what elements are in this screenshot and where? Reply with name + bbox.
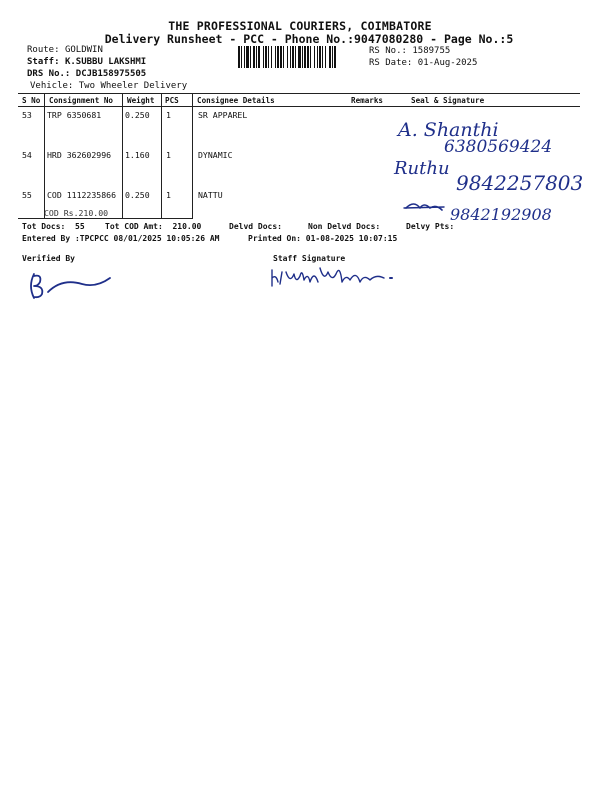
staff-signature (266, 260, 412, 292)
barcode-bar (268, 46, 269, 68)
row-consignment: COD 1112235866 (47, 190, 117, 200)
row-sno: 53 (22, 110, 32, 120)
table-top-border (18, 93, 580, 94)
drs-value: DCJB158975505 (75, 69, 147, 79)
row-sno: 54 (22, 150, 32, 160)
staff-value: K.SUBBU LAKSHMI (64, 57, 147, 67)
row-consignee: SR APPAREL (198, 110, 248, 120)
row-sno: 55 (22, 190, 32, 200)
non-delvd-docs-label: Non Delvd Docs: (308, 222, 381, 231)
barcode-bar (256, 46, 257, 68)
vehicle-line: Vehicle: Two Wheeler Delivery (30, 81, 188, 91)
header-pcs: PCS (165, 96, 179, 105)
drs-line: DRS No.: DCJB158975505 (27, 69, 147, 79)
barcode-bar (329, 46, 331, 68)
barcode-bar (265, 46, 267, 68)
tot-cod-value: 210.00 (172, 222, 202, 231)
barcode-bar (322, 46, 323, 68)
barcode-bar (287, 46, 288, 68)
row-weight: 1.160 (125, 150, 150, 160)
barcode-bar (290, 46, 291, 68)
signature-phone: 9842192908 (450, 205, 552, 224)
entered-by: Entered By :TPCPCC 08/01/2025 10:05:26 AM (22, 234, 220, 243)
row-weight: 0.250 (125, 110, 150, 120)
barcode-bar (334, 46, 336, 68)
rs-date-value: 01-Aug-2025 (417, 58, 478, 68)
tot-docs-value: 55 (75, 222, 85, 231)
signature-phone: 9842257803 (456, 171, 584, 195)
rs-no-line: RS No.: 1589755 (369, 46, 451, 56)
row-consignment: HRD 362602996 (47, 150, 112, 160)
barcode-bar (332, 46, 333, 68)
staff-line: Staff: K.SUBBU LAKSHMI (27, 57, 147, 67)
rs-date-line: RS Date: 01-Aug-2025 (369, 58, 478, 68)
row-pcs: 1 (166, 110, 171, 120)
barcode-bar (283, 46, 284, 68)
runsheet-subtitle: Delivery Runsheet - PCC - Phone No.:9047080280 - Page No.:5 (104, 32, 514, 46)
delvy-pts-label: Delvy Pts: (406, 222, 455, 231)
barcode-image (238, 46, 364, 68)
barcode-bar (298, 46, 301, 68)
header-consignee: Consignee Details (197, 96, 275, 105)
delvd-docs-label: Delvd Docs: (229, 222, 282, 231)
barcode-bar (246, 46, 249, 68)
printed-on: Printed On: 01-08-2025 10:07:15 (248, 234, 398, 243)
row-consignee: NATTU (198, 190, 223, 200)
barcode-bar (307, 46, 309, 68)
table-bottom-border (18, 218, 193, 219)
recipient-signatures (390, 112, 590, 224)
rs-no-value: 1589755 (412, 46, 451, 56)
tot-docs: Tot Docs: 55 (22, 222, 85, 231)
row-weight: 0.250 (125, 190, 150, 200)
barcode-bar (275, 46, 276, 68)
barcode-bar (314, 46, 315, 68)
barcode-bar (258, 46, 260, 68)
row-pcs: 1 (166, 190, 171, 200)
barcode-bar (253, 46, 255, 68)
header-seal-signature: Seal & Signature (411, 96, 485, 105)
row-pcs: 1 (166, 150, 171, 160)
signature-name: Ruthu (394, 158, 450, 179)
barcode-bar (280, 46, 282, 68)
barcode-bar (310, 46, 311, 68)
barcode-bar (295, 46, 296, 68)
header-consignment: Consignment No (49, 96, 114, 105)
barcode-bar (304, 46, 306, 68)
signature-phone: 6380569424 (444, 137, 553, 157)
route-line: Route: GOLDWIN (27, 45, 103, 55)
tot-cod: Tot COD Amt: 210.00 (105, 222, 202, 231)
header-sno: S No (22, 96, 41, 105)
verifier-signature (22, 268, 118, 302)
col-divider (192, 93, 193, 219)
col-divider (122, 93, 123, 219)
row-consignee: DYNAMIC (198, 150, 233, 160)
barcode-bar (319, 46, 321, 68)
company-title: THE PROFESSIONAL COURIERS, COIMBATORE (168, 19, 432, 33)
row-cod-amount: COD Rs.210.00 (44, 208, 109, 218)
barcode-bar (244, 46, 245, 68)
barcode-bar (241, 46, 242, 68)
verified-by-label: Verified By (22, 254, 75, 263)
route-value: GOLDWIN (64, 45, 103, 55)
header-weight: Weight (127, 96, 155, 105)
barcode-bar (271, 46, 272, 68)
staff-signature-label: Staff Signature (273, 254, 346, 263)
table-header-border (18, 106, 580, 107)
signature-name: A. Shanthi (398, 119, 499, 141)
barcode-bar (238, 46, 240, 68)
row-consignment: TRP 6350681 (47, 110, 102, 120)
barcode-bar (302, 46, 303, 68)
barcode-bar (263, 46, 264, 68)
barcode-bar (277, 46, 279, 68)
barcode-bar (325, 46, 326, 68)
barcode-bar (317, 46, 318, 68)
header-remarks: Remarks (351, 96, 384, 105)
col-divider (44, 93, 45, 219)
barcode-bar (292, 46, 294, 68)
signature-strike (404, 207, 444, 208)
barcode-bar (250, 46, 251, 68)
col-divider (161, 93, 162, 219)
